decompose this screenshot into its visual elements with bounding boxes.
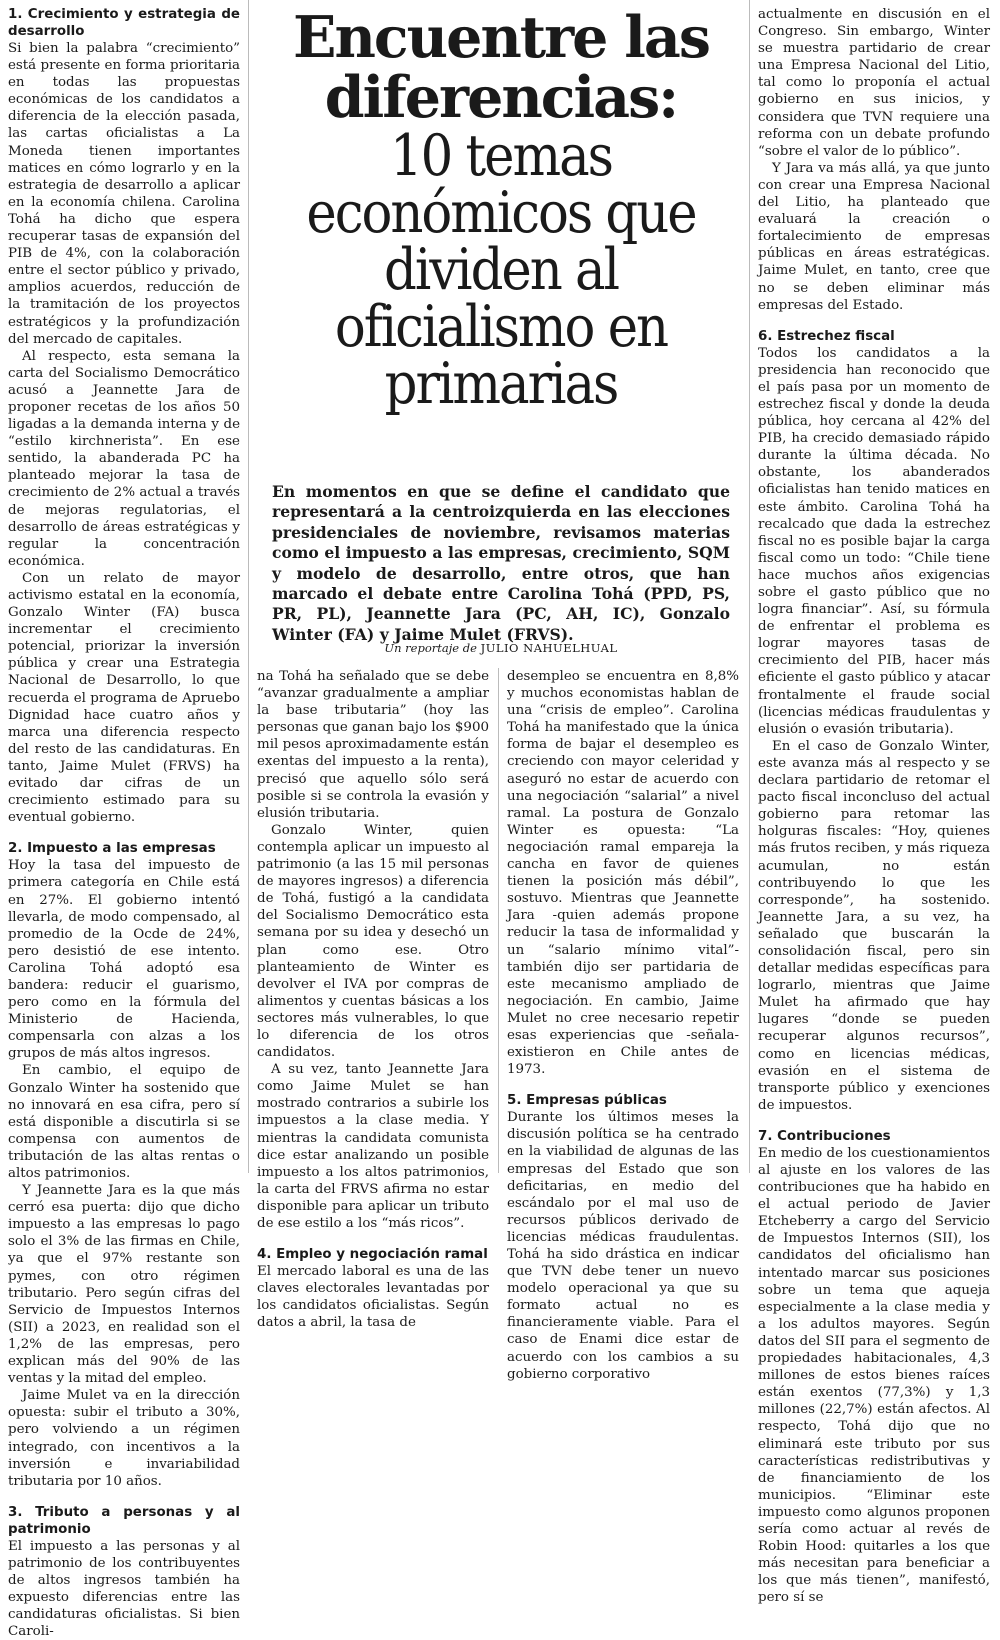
section-4-heading: 4. Empleo y negociación ramal bbox=[257, 1247, 488, 1263]
section-6-heading: 6. Estrechez fiscal bbox=[758, 328, 895, 344]
paragraph: En medio de los cuestionamientos al ajuste en los valores de las contribuciones que ha habido en el actual periodo de Javier Etcheberry a cargo del Servicio de Impuestos Internos (SII), los candidatos del oficialismo han intentado marcar sus posiciones sobre un tema que aqueja especialmente a la clase media y a los adultos mayores. Según datos del SII para el segmento de propiedades habitacionales, 4,3 millones de estos bienes raíces están exentos (77,3%) y 1,3 millones (22,7%) están afectos. Al respecto, Tohá dijo que no eliminará este tributo por sus características redistributivas y de financiamiento de los municipios. “Eliminar este impuesto como algunos proponen sería como actuar al revés de Robin Hood: quitarles a los que más necesitan para beneficiar a los que más tienen”, manifestó, pero sí se bbox=[758, 1145, 990, 1606]
byline-author: JULIO NAHUELHUAL bbox=[480, 641, 618, 655]
paragraph: Con un relato de mayor activismo estatal en la economía, Gonzalo Winter (FA) busca incrementar el crecimiento potencial, priorizar la inversión pública y crear una Estrategia Nacional de Desarrollo, lo que recuerda el programa de Apruebo Dignidad hace cuatro años y marca una diferencia respecto del resto de las candidaturas. En tanto, Jaime Mulet (FRVS) ha evitado dar cifras de un crecimiento estimado para su eventual gobierno. bbox=[8, 570, 240, 826]
paragraph: El mercado laboral es una de las claves electorales levantadas por los candidatos oficialistas. Según datos a abril, la tasa de bbox=[257, 1264, 489, 1331]
headline bbox=[262, 4, 740, 417]
column-4 bbox=[758, 6, 990, 1606]
column-rule bbox=[749, 0, 750, 1173]
byline bbox=[262, 641, 740, 655]
paragraph: A su vez, tanto Jeannette Jara como Jaime Mulet se han mostrado contrarios a subirle los impuestos a la clase media. Y mientras la candidata comunista dice estar analizando un posible impuesto a los altos patrimonios, la carta del FRVS afirma no estar disponible para aplicar un tributo de ese estilo a los “más ricos”. bbox=[257, 1062, 489, 1231]
paragraph: actualmente en discusión en el Congreso. Sin embargo, Winter se muestra partidario de crear una Empresa Nacional del Litio, tal como lo proponía el actual gobierno en sus inicios, y considera que TVN requiere una reforma con un debate profundo “sobre el valor de lo público”. bbox=[758, 7, 990, 159]
paragraph: Y Jeannette Jara es la que más cerró esa puerta: dijo que dicho impuesto a las empresas lo pago solo el 3% de las firmas en Chile, ya que el 97% restante son pymes, con otro régimen tributario. Pero según cifras del Servicio de Impuestos Internos (SII) a 2023, en realidad son el 1,2% de las empresas, pero explican más del 90% de las ventas y la mitad del empleo. bbox=[8, 1183, 240, 1387]
paragraph: Gonzalo Winter, quien contempla aplicar un impuesto al patrimonio (a las 15 mil personas de mayores ingresos) a diferencia de Tohá, fustigó a la candidata del Socialismo Democrático esta semana por su idea y desechó un plan como ese. Otro planteamiento de Winter es devolver el IVA por compras de alimentos y cuentas básicas a los sectores más vulnerables, lo que lo diferencia de los otros candidatos. bbox=[257, 822, 489, 1061]
paragraph: Al respecto, esta semana la carta del Socialismo Democrático acusó a Jeannette Jara de proponer recetas de los años 50 ligadas a la demanda interna y de “estilo kirchnerista”. En ese sentido, la abanderada PC ha planteado mejorar la tasa de crecimiento de 2% actual a través de mejoras regulatorias, el desarrollo de áreas estratégicas y regular la concentración económica. bbox=[8, 348, 240, 569]
section-1-heading: 1. Crecimiento y estrategia de desarrollo bbox=[8, 7, 240, 39]
paragraph: En cambio, el equipo de Gonzalo Winter ha sostenido que no innovará en esa cifra, pero sí está disponible a discutirla si se compensa con aumentos de tributación de las altas rentas o altos patrimonios. bbox=[8, 1063, 240, 1181]
paragraph: Todos los candidatos a la presidencia han reconocido que el país pasa por un momento de estrechez fiscal y donde la deuda pública, hoy cercana al 42% del PIB, ha crecido demasiado rápido durante la última década. No obstante, los abanderados oficialistas han tenido matices en este ámbito. Carolina Tohá ha recalcado que dada la estrechez fiscal no es posible bajar la carga fiscal como un todo: “Chile tiene hace muchos años exigencias sobre el gasto público que no logra financiar”. Así, su fórmula de enfrentar el problema es lograr mayores tasas de crecimiento del PIB, hacer más eficiente el gasto público y atacar frontalmente el fraude social (licencias médicas fraudulentas y elusión o evasión tributaria). bbox=[758, 345, 990, 737]
paragraph: Hoy la tasa del impuesto de primera categoría en Chile está en 27%. El gobierno intentó llevarla, de modo compensado, al promedio de la Ocde de 24%, pero desistió de ese intento. Carolina Tohá adoptó esa bandera: reducir el guarismo, pero como en la fórmula del Ministerio de Hacienda, compensarla con alzas a los grupos de más altos ingresos. bbox=[8, 858, 240, 1062]
paragraph: El impuesto a las personas y al patrimonio de los contribuyentes de altos ingresos también ha expuesto diferencias entre las candidaturas oficialistas. Si bien Caroli- bbox=[8, 1538, 240, 1640]
column-rule bbox=[248, 0, 249, 1173]
headline-bold: Encuentre las diferencias: bbox=[293, 4, 709, 131]
column-3 bbox=[507, 668, 739, 1383]
paragraph: desempleo se encuentra en 8,8% y muchos economistas hablan de una “crisis de empleo”. Carolina Tohá ha manifestado que la única forma de bajar el desempleo es creciendo con mayor celeridad y aseguró no estar de acuerdo con una negociación “salarial” a nivel ramal. La postura de Gonzalo Winter es opuesta: “La negociación ramal empareja la cancha en favor de quienes tienen la posición más débil”, sostuvo. Mientras que Jeannette Jara -quien además propone reducir la tasa de informalidad y un “salario mínimo vital”- también dijo ser partidaria de este mecanismo ampliado de negociación. En cambio, Jaime Mulet no cree necesario repetir esas experiencias que -señala- existieron en Chile antes de 1973. bbox=[507, 669, 739, 1078]
section-7-heading: 7. Contribuciones bbox=[758, 1128, 891, 1144]
paragraph: Y Jara va más allá, ya que junto con crear una Empresa Nacional del Litio, ha planteado que evaluará la creación o fortalecimiento de empresas públicas en áreas estratégicas. Jaime Mulet, en tanto, cree que no se deben eliminar más empresas del Estado. bbox=[758, 160, 990, 313]
column-rule bbox=[498, 668, 499, 1173]
paragraph: na Tohá ha señalado que se debe “avanzar gradualmente a ampliar la base tributaria” (hoy las personas que ganan bajo los $900 mil pesos aproximadamente están exentas del impuesto a la renta), precisó que aquello sólo será posible si se controla la evasión y elusión tributaria. bbox=[257, 669, 489, 821]
dek: En momentos en que se define el candidato que representará a la centroizquierda en las elecciones presidenciales de noviembre, revisamos materias como el impuesto a las empresas, crecimiento, SQM y modelo de desarrollo, entre otros, que han marcado el debate entre Carolina Tohá (PPD, PS, PR, PL), Jeannette Jara (PC, AH, IC), Gonzalo Winter (FA) y Jaime Mulet (FRVS). bbox=[272, 482, 730, 644]
column-2 bbox=[257, 668, 489, 1331]
paragraph: Si bien la palabra “crecimiento” está presente en forma prioritaria en todas las propuestas económicas de los candidatos a diferencia de la elección pasada, las cartas oficialistas a La Moneda tienen importantes matices en cómo lograrlo y en la estrategia de desarrollo a aplicar en la economía chilena. Carolina Tohá ha dicho que espera recuperar tasas de expansión del PIB de 4%, con la colaboración entre el sector público y privado, amplios acuerdos, reducción de la tramitación de los proyectos estratégicos y la profundización del mercado de capitales. bbox=[8, 41, 240, 347]
paragraph: Durante los últimos meses la discusión política se ha centrado en la viabilidad de algunas de las empresas del Estado que son deficitarias, en medio del escándalo por el mal uso de recursos públicos derivado de licencias médicas fraudulentas. Tohá ha sido drástica en indicar que TVN debe tener un nuevo modelo operacional ya que su formato actual no es financieramente viable. Para el caso de Enami dice estar de acuerdo con los cambios a su gobierno corporativo bbox=[507, 1110, 739, 1382]
section-3-heading: 3. Tributo a personas y al patrimonio bbox=[8, 1504, 240, 1537]
byline-prefix: Un reportaje de bbox=[384, 641, 477, 655]
headline-light: 10 temas económicos que dividen al oficialismo en primarias bbox=[306, 123, 696, 417]
section-5-heading: 5. Empresas públicas bbox=[507, 1093, 667, 1109]
section-2-heading: 2. Impuesto a las empresas bbox=[8, 841, 216, 857]
column-1 bbox=[8, 6, 240, 1640]
paragraph: En el caso de Gonzalo Winter, este avanza más al respecto y se declara partidario de retomar el pacto fiscal inconcluso del actual gobierno para retomar las holguras fiscales: “Hoy, quienes más frutos reciben, y más riqueza acumulan, no están contribuyendo lo que les corresponde”, ha sostenido. Jeannette Jara, a su vez, ha señalado que buscarán la consolidación fiscal, pero sin detallar medidas específicas para lograrlo, mientras que Jaime Mulet ha afirmado que hay lugares “donde se pueden recuperar algunos recursos”, como en licencias médicas, evasión en el sistema de transporte público y exenciones de impuestos. bbox=[758, 738, 990, 1113]
paragraph: Jaime Mulet va en la dirección opuesta: subir el tributo a 30%, pero volviendo a un régimen integrado, con incentivos a la inversión e invariabilidad tributaria por 10 años. bbox=[8, 1388, 240, 1489]
